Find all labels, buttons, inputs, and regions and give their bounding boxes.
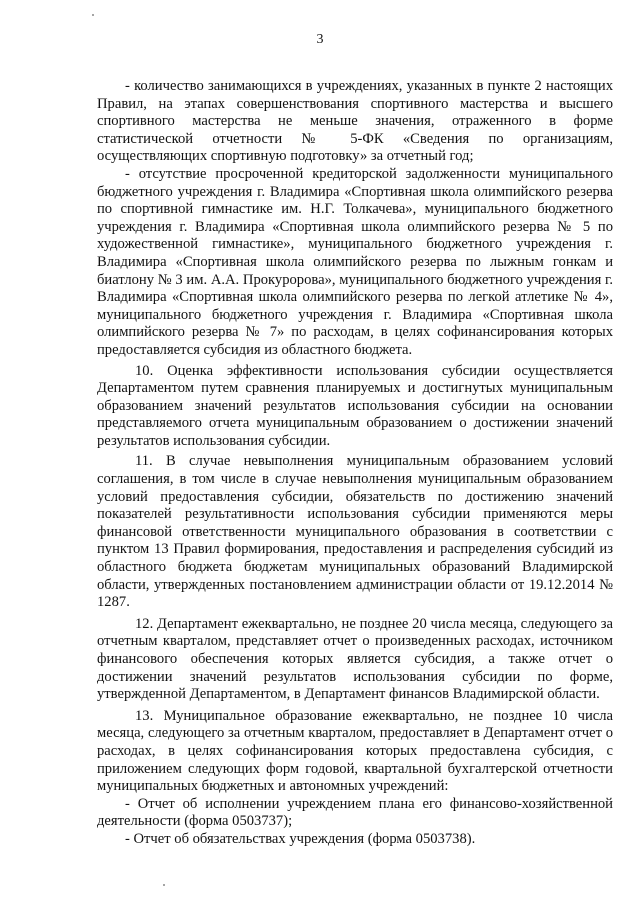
document-body [97, 78, 613, 849]
list-item-no-overdue-debt: - отсутствие просроченной кредиторской задолженности муниципального бюджетного учреждения г. Владимира «Спортивная школа олимпийского резерва по спортивной гимнастике им. Н.Г. Толкачева», муниципального бюджетного учреждения г. Владимира «Спортивная школа олимпийского резерва № 5 по художественной гимнастике», муниципального бюджетного учреждения г. Владимира «Спортивная школа олимпийского резерва по лыжным гонкам и биатлону № 3 им. А.А. Прокуророва», муниципального бюджетного учреждения г. Владимира «Спортивная школа олимпийского резерва по легкой атлетике № 4», муниципального бюджетного учреждения г. Владимира «Спортивная школа олимпийского резерва № 7» по расходам, в целях софинансирования которых предоставляется субсидия из областного бюджета. [97, 165, 613, 358]
paragraph-10-efficiency-evaluation: 10. Оценка эффективности использования субсидии осуществляется Департаментом путем сравнения планируемых и достигнутых муниципальным образованием значений результатов использования субсидии на основании представляемого отчета муниципальным образованием о достижении значений результатов использования субсидии. [97, 362, 613, 449]
page-number: 3 [316, 32, 324, 47]
list-item-form-0503738: - Отчет об обязательствах учреждения (форма 0503738). [125, 830, 476, 847]
scan-speck [163, 884, 165, 886]
paragraph-12-quarterly-report: 12. Департамент ежеквартально, не позднее 20 числа месяца, следующего за отчетным кварталом, представляет отчет о произведенных расходах, источником финансового обеспечения которых является субсидия, а также отчет о достижении значений результатов использования субсидии по форме, утвержденной Департаментом, в Департамент финансов Владимирской области. [97, 615, 613, 703]
list-item-trainee-count: - количество занимающихся в учреждениях, указанных в пункте 2 настоящих Правил, на этапах совершенствования спортивного мастерства и высшего спортивного мастерства не меньше значения, отраженного в форме статистической отчетности № 5-ФК «Сведения по организациям, осуществляющих спортивную подготовку» за отчетный год; [97, 78, 613, 165]
scan-speck [92, 14, 94, 16]
paragraph-11-noncompliance: 11. В случае невыполнения муниципальным образованием условий соглашения, в том числе в случае невыполнения муниципальным образованием условий предоставления субсидии, обязательств по достижению значений показателей результативности использования субсидии применяются меры финансовой ответственности муниципального образования в соответствии с пунктом 13 Правил формирования, предоставления и распределения субсидий из областного бюджета бюджетам муниципальных образований Владимирской области, утвержденных постановлением администрации области от 19.12.2014 № 1287. [97, 453, 613, 611]
list-item-form-0503737: - Отчет об исполнении учреждением плана его финансово-хозяйственной деятельности (форма 0503737); [97, 795, 613, 830]
paragraph-13-expense-report: 13. Муниципальное образование ежеквартально, не позднее 10 числа месяца, следующего за отчетным кварталом, предоставляет в Департамент отчет о расходах, в целях софинансирования которых предоставлена субсидия, с приложением следующих форм годовой, квартальной бухгалтерской отчетности муниципальных бюджетных и автономных учреждений: [97, 707, 613, 795]
